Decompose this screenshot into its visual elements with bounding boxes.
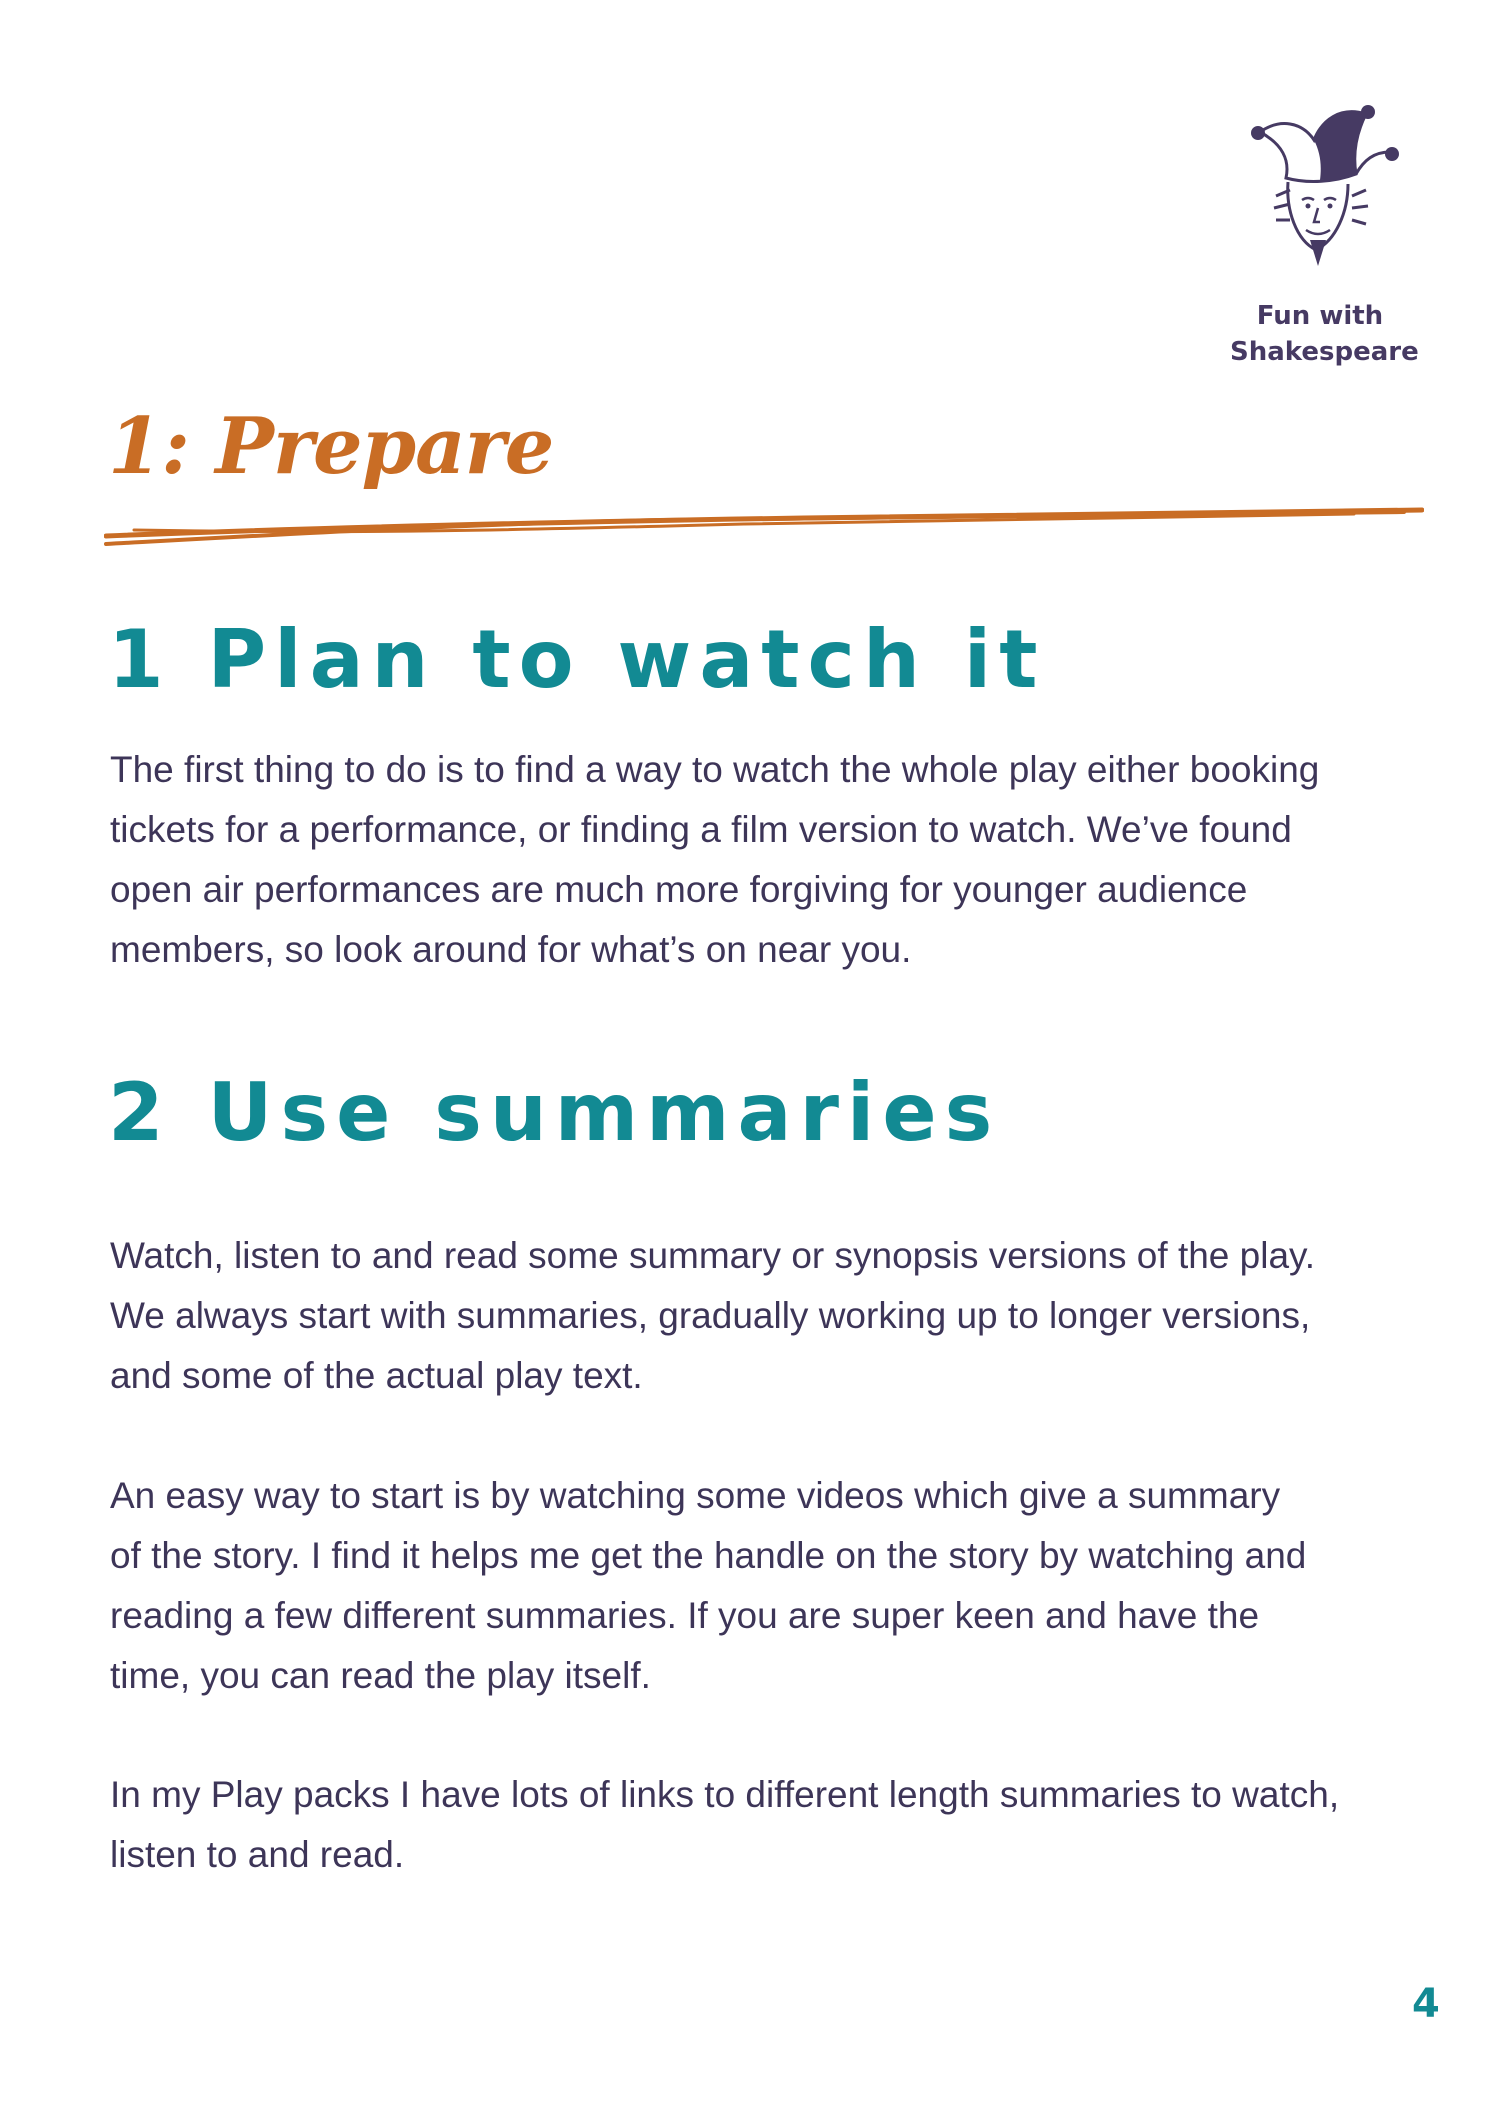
step-2-paragraph-1 — [110, 1226, 1410, 1406]
step-2-heading: 2 Use summaries — [108, 1066, 1001, 1159]
text-line: time, you can read the play itself. — [110, 1655, 651, 1696]
fun-with-shakespeare-logo — [1230, 100, 1419, 380]
page-number: 4 — [1412, 1981, 1440, 2027]
hand-drawn-divider — [104, 500, 1424, 550]
text-line: listen to and read. — [110, 1834, 405, 1875]
jester-shakespeare-icon — [1240, 100, 1400, 300]
step-2-paragraph-3 — [110, 1765, 1410, 1885]
text-line: and some of the actual play text. — [110, 1355, 643, 1396]
step-1-paragraph — [110, 740, 1410, 980]
text-line: In my Play packs I have lots of links to different length summaries to watch, — [110, 1774, 1340, 1815]
text-line: We always start with summaries, gradually working up to longer versions, — [110, 1295, 1311, 1336]
text-line: of the story. I find it helps me get the handle on the story by watching and — [110, 1535, 1307, 1576]
text-line: An easy way to start is by watching some videos which give a summary — [110, 1475, 1281, 1516]
text-line: tickets for a performance, or finding a film version to watch. We’ve found — [110, 809, 1292, 850]
step-1-heading: 1 Plan to watch it — [108, 613, 1046, 706]
text-line: reading a few different summaries. If you are super keen and have the — [110, 1595, 1260, 1636]
text-line: members, so look around for what’s on near you. — [110, 929, 912, 970]
logo-line-2: Shakespeare — [1230, 337, 1419, 367]
section-heading: 1: Prepare — [108, 401, 554, 492]
step-2-paragraph-2 — [110, 1466, 1410, 1706]
logo-line-1: Fun with — [1256, 301, 1384, 331]
text-line: open air performances are much more forgiving for younger audience — [110, 869, 1248, 910]
text-line: The first thing to do is to find a way to watch the whole play either booking — [110, 749, 1320, 790]
text-line: Watch, listen to and read some summary or synopsis versions of the play. — [110, 1235, 1316, 1276]
logo-text — [1230, 298, 1419, 370]
